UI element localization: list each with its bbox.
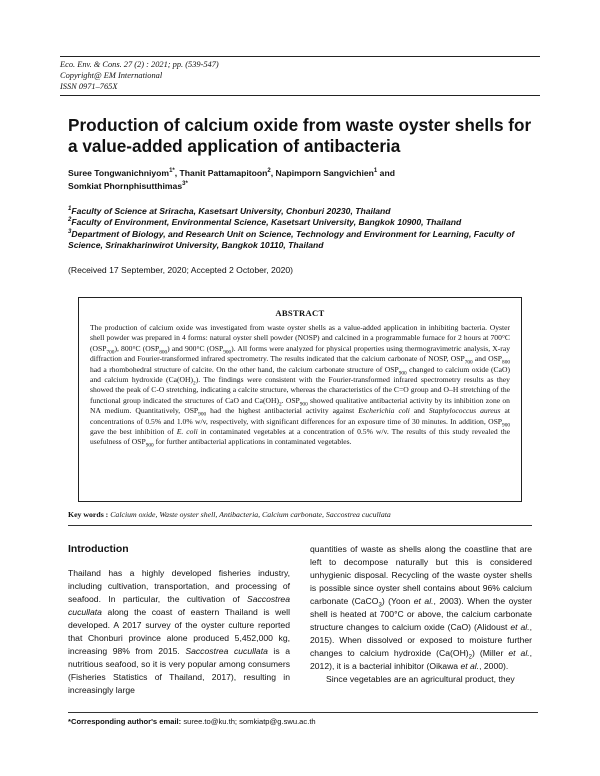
journal-citation: Eco. Env. & Cons. 27 (2) : 2021; pp. (539-547) xyxy=(60,60,219,69)
keywords-label: Key words : xyxy=(68,510,109,519)
affiliation: $^2$Faculty of Environment, Environmental Science, Kasetsart University, Bangkok 10900, Thailand xyxy=(68,217,462,228)
abstract-heading: ABSTRACT xyxy=(275,308,325,318)
author-list: Suree Tongwanichniyom$^{1*}$, Thanit Pattamapitoon$^2$, Napimporn Sangvichien$^1$ and Somkiat Phornphisutthimas$^{3*}$ xyxy=(68,168,395,191)
paragraph: Since vegetables are an agricultural product, they xyxy=(326,674,515,684)
keywords-values: Calcium oxide, Waste oyster shell, Antibacteria, Calcium carbonate, Saccostrea cucullata xyxy=(110,510,391,519)
paragraph: quantities of waste as shells along the coastline that are left to decompose naturally but this is considered unhygienic disposal. Recycling of the waste oyster shells is possible since oyster shell contains about 96% calcium carbonate (CaCO$_3$) (Yoon et al., 2003). When the oyster shell is heated at 700°C or above, the calcium carbonate structure changes to calcium oxide (CaO) (Alidoust et al., 2015). When dissolved or exposed to moisture further changes to calcium hydroxide $(Ca(OH)_2)$ (Miller et al., 2012), it is a bacterial inhibitor (Oikawa et al., 2000). xyxy=(310,544,533,671)
corresponding-author-footnote: *Corresponding author's email: suree.to@ku.th; somkiatp@g.swu.ac.th xyxy=(68,717,316,726)
author-email[interactable]: suree.to@ku.th; somkiatp@g.swu.ac.th xyxy=(181,717,316,726)
author-name: Napimporn Sangvichien xyxy=(275,168,374,178)
paragraph: Thailand has a highly developed fisheries industry, including cultivation, transportation, and processing of seafood. In particular, the cultivation of Saccostrea cucullata along the coast of eastern Thailand is well developed. A 2017 survey of the oyster culture reported that Chonburi province alone produced 5,452,000 kg, increasing 98% from 2015. Saccostrea cucullata is a nutritious seafood, so it is very popular among consumers (Fisheries Statistics of Thailand, 2017), resulting in increasingly large xyxy=(68,568,290,695)
body-column-left xyxy=(68,567,290,697)
affiliation: $^3$Department of Biology, and Research Unit on Science, Technology and Environment for Learning, Faculty of Science, Srinakharinwirot University, Bangkok 10110, Thailand xyxy=(68,228,515,251)
footnote-divider xyxy=(68,712,538,713)
journal-issn: ISSN 0971–765X xyxy=(60,82,118,91)
keywords-divider xyxy=(68,525,532,526)
author-name: Thanit Pattamapitoon xyxy=(179,168,268,178)
received-dates: (Received 17 September, 2020; Accepted 2 October, 2020) xyxy=(68,265,294,275)
introduction-heading: Introduction xyxy=(68,544,129,555)
journal-copyright: Copyright@ EM International xyxy=(60,71,163,80)
paper-title: Production of calcium oxide from waste oyster shells for a value-added application of antibacteria xyxy=(68,115,532,156)
body-column-right xyxy=(310,543,532,686)
affiliation: $^1$Faculty of Science at Sriracha, Kasetsart University, Chonburi 20230, Thailand xyxy=(68,206,391,216)
author-name: Somkiat Phornphisutthimas xyxy=(68,181,183,191)
author-name: Suree Tongwanichniyom xyxy=(68,168,170,178)
affiliations xyxy=(68,206,544,252)
journal-header xyxy=(60,56,540,96)
keywords xyxy=(68,510,538,520)
abstract-text: The production of calcium oxide was investigated from waste oyster shells as a value-added application in inhibiting bacteria. Oyster shell powder was prepared in 4 forms: natural oyster shell powder (NOSP) and calcined in a programmable furnace for 2 hours at 700°C $(OSP_{700})$, 800°C $(OSP_{800})$ and 900°C $(OSP_{900})$. All forms were analyzed for physical properties using thermogravimetric analysis, X-ray diffraction and Fourier-transformed infrared spectrometry. The results indicated that the calcium carbonate of NOSP, $OSP_{700}$ and $OSP_{800}$ had a rhombohedral structure of calcite. On the other hand, the calcium carbonate structure of $OSP_{900}$ changed to calcium oxide (CaO) and calcium hydroxide $(Ca(OH)_2)$. The findings were consistent with the Fourier-transformed infrared spectrometry results as they showed the peak of C-O stretching, indicating a calcite structure, whereas the characteristics of the C=O group and O–H stretching of the functional group indicated the structures of CaO and $Ca(OH)_2$. $OSP_{900}$ showed qualitative antibacterial activity by its inhibition zone on NA medium. Quantitatively, $OSP_{900}$ had the highest antibacterial activity against Escherichia coli and Staphylococcus aureus at concentrations of 0.5% and 1.0% w/v, respectively, with significant differences for an exposure time of 30 minutes. In addition, $OSP_{900}$ gave the best inhibition of E. coli in contaminated vegetables at a concentration of 0.5% w/v. The results of this study revealed the usefulness of $OSP_{900}$ for further antibacterial applications in contaminated vegetables. xyxy=(90,323,511,449)
abstract-box xyxy=(78,297,522,502)
